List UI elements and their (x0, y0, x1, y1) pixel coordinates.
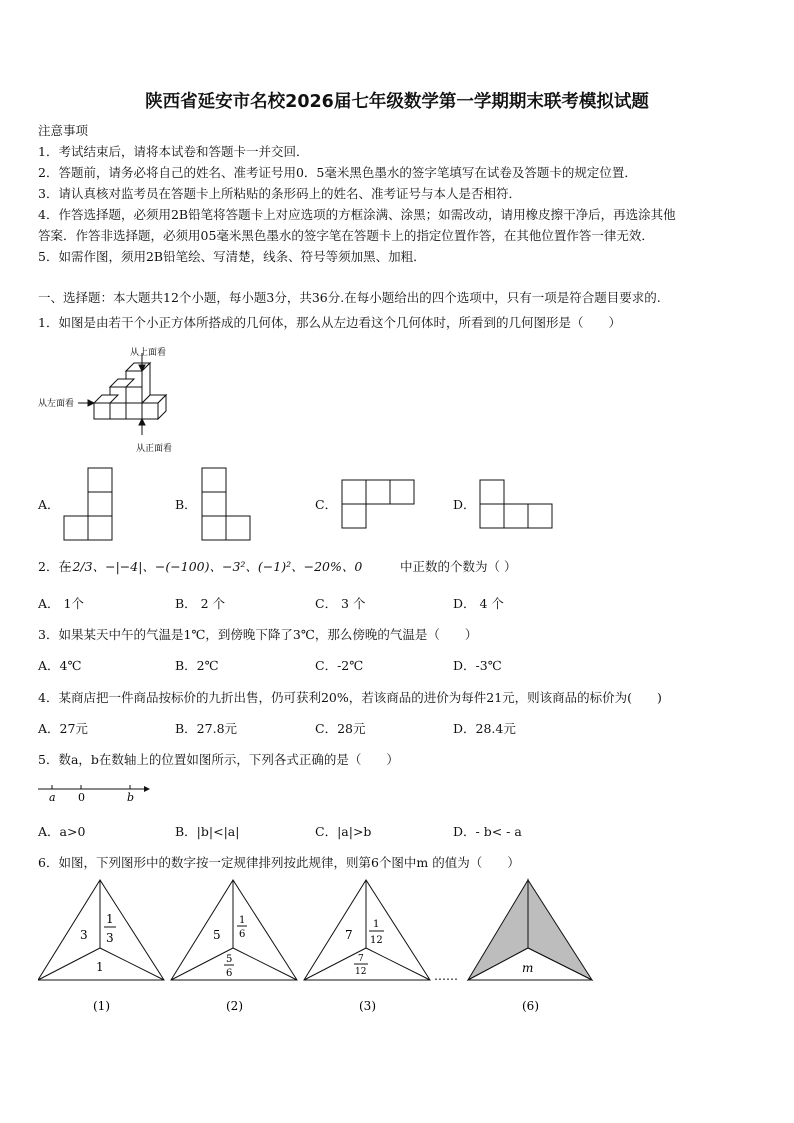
notice-item: 1．考试结束后，请将本试卷和答题卡一并交回． (38, 144, 309, 159)
fig2-right-num: 1 (239, 915, 246, 926)
question-2-suffix: 中正数的个数为（ ） (400, 559, 517, 574)
notice-item: 3．请认真核对监考员在答题卡上所粘贴的条形码上的姓名、准考证号与本人是否相符． (38, 186, 521, 201)
q2-option-b[interactable]: B． 2 个 (175, 596, 226, 611)
fig3-right-den: 12 (370, 935, 383, 946)
q4-option-b[interactable]: B．27.8元 (175, 721, 238, 736)
question-4-stem: 4．某商店把一件商品按标价的九折出售，仍可获利20%，若该商品的进价为每件21元，则该商品的标价为( ) (38, 690, 662, 705)
fig6-m: m (522, 961, 534, 975)
fig2-bottom-num: 5 (226, 954, 233, 965)
q1-option-d[interactable]: D． (453, 497, 476, 512)
q1-option-a-figure (62, 467, 114, 541)
q5-number-line (38, 777, 158, 807)
axis-label-b: b (127, 791, 135, 804)
axis-label-0: 0 (78, 791, 85, 804)
q2-option-c[interactable]: C． 3 个 (315, 596, 366, 611)
q2-option-d[interactable]: D． 4 个 (453, 596, 504, 611)
q5-option-b[interactable]: B．|b|<|a| (175, 824, 240, 839)
fig1-bottom: 1 (96, 960, 104, 974)
section-heading: 一、选择题：本大题共12个小题，每小题3分，共36分.在每小题给出的四个选项中，只有一项是符合题目要求的. (38, 290, 661, 305)
fig3-left: 7 (345, 928, 353, 942)
q1-option-a[interactable]: A． (38, 497, 60, 512)
fig2-label: (2) (226, 999, 243, 1013)
fig1-right-den: 3 (106, 931, 114, 945)
fig3-bottom-num: 7 (358, 954, 364, 964)
page-title: 陕西省延安市名校2026届七年级数学第一学期期末联考模拟试题 (145, 92, 649, 112)
q1-option-b-figure (200, 467, 254, 541)
notice-heading: 注意事项 (38, 123, 89, 138)
view-top-label: 从上面看 (130, 348, 167, 358)
fig3-right-num: 1 (373, 919, 380, 930)
question-2-expression: −2/3、−|−4|、−(−100)、−3²、(−1)²、−20%、0 (62, 559, 363, 574)
view-left-label: 从左面看 (38, 399, 75, 409)
q3-option-d[interactable]: D．-3℃ (453, 658, 502, 673)
fig2-right-den: 6 (239, 929, 246, 940)
q1-option-d-figure (478, 479, 556, 531)
q1-cube-figure (38, 345, 218, 460)
fig2-left: 5 (213, 928, 221, 942)
q3-option-a[interactable]: A．4℃ (38, 658, 82, 673)
question-2-prefix: 2．在 (38, 559, 71, 574)
fig3-label: (3) (359, 999, 376, 1013)
q2-option-a[interactable]: A． 1个 (38, 596, 84, 611)
q4-option-a[interactable]: A．27元 (38, 721, 88, 736)
notice-item: 2．答题前，请务必将自己的姓名、准考证号用0．5毫米黑色墨水的签字笔填写在试卷及答题卡的规定位置． (38, 165, 637, 180)
fig3-bottom-den: 12 (355, 967, 367, 977)
notice-item: 4．作答选择题，必须用2B铅笔将答题卡上对应选项的方框涂满、涂黑；如需改动，请用橡皮擦干净后，再选涂其他 (38, 207, 676, 222)
notice-item: 答案．作答非选择题，必须用05毫米黑色墨水的签字笔在答题卡上的指定位置作答，在其他位置作答一律无效． (38, 228, 654, 243)
q3-option-c[interactable]: C．-2℃ (315, 658, 364, 673)
q5-option-c[interactable]: C．|a|>b (315, 824, 372, 839)
notice-item: 5．如需作图，须用2B铅笔绘、写清楚，线条、符号等须加黑、加粗． (38, 249, 426, 264)
q6-triangle-figures (38, 876, 598, 1021)
view-front-label: 从正面看 (136, 444, 173, 454)
q5-option-d[interactable]: D．- b< - a (453, 824, 522, 839)
q4-option-c[interactable]: C．28元 (315, 721, 366, 736)
q1-option-c-figure (340, 479, 418, 531)
q4-option-d[interactable]: D．28.4元 (453, 721, 516, 736)
q3-option-b[interactable]: B．2℃ (175, 658, 219, 673)
fig1-left: 3 (80, 928, 88, 942)
axis-label-a: a (49, 791, 56, 804)
fig1-right-num: 1 (106, 912, 114, 926)
fig6-label: (6) (522, 999, 539, 1013)
ellipsis: …… (434, 969, 458, 983)
q1-option-b[interactable]: B． (175, 497, 197, 512)
question-6-stem: 6．如图，下列图形中的数字按一定规律排列按此规律，则第6个图中m 的值为（ ） (38, 855, 520, 870)
question-5-stem: 5．数a，b在数轴上的位置如图所示，下列各式正确的是（ ） (38, 752, 399, 767)
q5-option-a[interactable]: A．a>0 (38, 824, 86, 839)
question-1-stem: 1．如图是由若干个小正方体所搭成的几何体，那么从左边看这个几何体时，所看到的几何图形是（ ） (38, 315, 621, 330)
question-3-stem: 3．如果某天中午的气温是1℃，到傍晚下降了3℃，那么傍晚的气温是（ ） (38, 627, 478, 642)
q1-option-c[interactable]: C． (315, 497, 338, 512)
fig1-label: (1) (93, 999, 110, 1013)
fig2-bottom-den: 6 (226, 968, 233, 979)
